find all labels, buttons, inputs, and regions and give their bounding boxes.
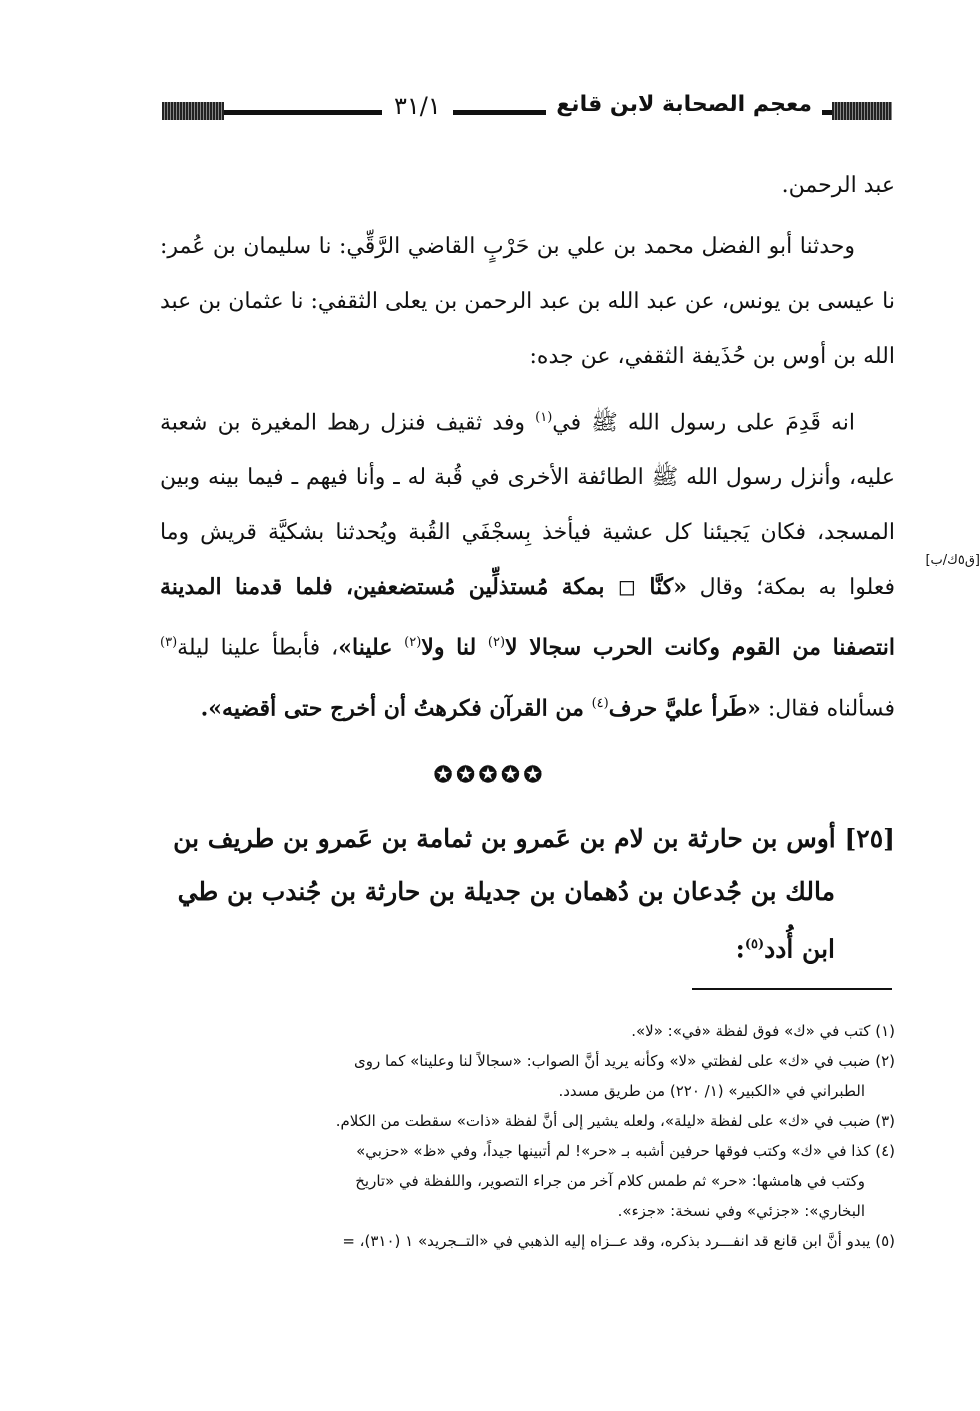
entry-number: [٢٥] [844,824,895,853]
section-separator: ✪✪✪✪✪ [433,762,547,788]
footnote-ref-2b[interactable]: (٢) [404,635,422,651]
footnote-text-cont-2: البخاري»: «جزئي» وفي نسخة: «جزء». [617,1202,865,1220]
header-ornament-left [162,102,224,120]
footnote-3 [160,1106,895,1136]
page-header [162,92,892,132]
entry-line-3: ابن أُدد [764,934,835,964]
footnote-2 [160,1046,895,1106]
main-text [160,158,895,742]
paragraph-3 [160,390,895,736]
page-number: ٣١/١ [382,92,453,120]
footnote-text: كذا في «ك» وكتب فوقها حرفين أشبه بـ «حر»! لم أتبينها جيداً، وفي «ظ» «حزبي» [356,1142,871,1160]
footnote-ref-3[interactable]: (٣) [160,635,178,651]
entry-line-2: مالك بن جُدعان بن دُهمان بن جديلة بن حارثة بن جُندب بن طي [177,877,835,906]
footnote-1 [160,1016,895,1046]
hadith-text-b: وفد ثقيف فنزل رهط المغيرة بن شعبة عليه، وأنزل رسول الله ﷺ الطائفة الأخرى في قُبة له ـ وأنا فيهم ـ فيما بينه وبين المسجد، فكان يَجيئنا كل عشية فيأخذ بِسجْفَي القُبة ويُحدثنا بشكيَّة قريش وما فعلوا به بمكة؛ وقال [160,410,895,601]
footnote-text: يبدو أنَّ ابن قانع قد انفـــرد بذكره، وقد عــزاه إليه الذهبي في «التــجريد» ١ (٣١٠)، = [342,1232,871,1250]
entry-continuation [160,865,895,975]
footnote-ref-4[interactable]: (٤) [591,695,609,711]
footnote-divider [692,988,892,990]
hadith-quote-2: «طَرأ عليَّ حرف [608,694,761,721]
footnote-number: (٢) [875,1052,895,1070]
hadith-text-d: فسألناه فقال: [760,695,895,721]
hadith-quote-1b: لنا ولا [421,634,488,661]
paragraph-2: وحدثنا أبو الفضل محمد بن علي بن حَرْبٍ القاضي الرَّقِّي: نا سليمان بن عُمر: نا عيسى بن يونس، عن عبد الله بن عبد الرحمن بن يعلى الثقفي: نا عثمان بن عبد الله بن أوس بن حُذَيفة الثقفي، عن جده: [160,234,895,369]
paragraph-1: عبد الرحمن. [781,173,895,198]
hadith-quote-2b: من القرآن فكرهتُ أن أخرج حتى أقضيه». [200,694,592,721]
footnote-ref-1[interactable]: (١) [535,410,553,425]
footnote-text: ضبب في «ك» على لفظتي «لا» وكأنه يريد أنَّ الصواب: «سجالاً لنا وعلينا» كما روى [353,1052,871,1070]
hadith-quote-1c: علينا» [338,634,405,661]
footnote-ref-5[interactable]: (٥) [744,937,765,952]
footnote-number: (٣) [875,1112,895,1130]
footnote-number: (١) [875,1022,895,1040]
entry-25 [160,812,895,975]
footnote-text: ضبب في «ك» على لفظة «ليلة»، ولعله يشير إلى أنَّ لفظة «ذات» سقطت من الكلام. [335,1112,871,1130]
entry-line-3-end: : [735,934,745,964]
footnote-number: (٥) [875,1232,895,1250]
header-ornament-right [832,102,892,120]
footnote-text-cont: وكتب في هامشها: «حر» ثم طمس كلام آخر من جراء التصوير، واللفظة في «تاريخ [355,1172,865,1190]
hadith-text-a: انه قَدِمَ على رسول الله ﷺ في [552,410,856,436]
footnote-text-cont: الطبراني في «الكبير» (١/ ٢٢٠) من طريق مسدد. [558,1082,865,1100]
entry-line-1: أوس بن حارثة بن لام بن عَمرو بن ثمامة بن عَمرو بن طريف بن [173,824,836,853]
book-title: معجم الصحابة لابن قانع [546,92,822,117]
footnote-5 [160,1226,895,1256]
hadith-text-c: ، فأبطأ علينا ليلة [177,635,339,661]
hadith-quote-1: «كنَّا ◻ بمكة مُستذلِّين مُستضعفين، فلما قدمنا المدينة انتصفنا من القوم وكانت الحرب سجالا لا [160,574,895,661]
footnote-text: كتب في «ك» فوق لفظة «في»: «لا». [631,1022,871,1040]
footnote-number: (٤) [875,1142,895,1160]
footnote-4 [160,1136,895,1226]
footnote-ref-2[interactable]: (٢) [487,635,506,651]
manuscript-margin-note: [ق٥ك/ب] [925,553,980,568]
footnotes [160,1016,895,1256]
